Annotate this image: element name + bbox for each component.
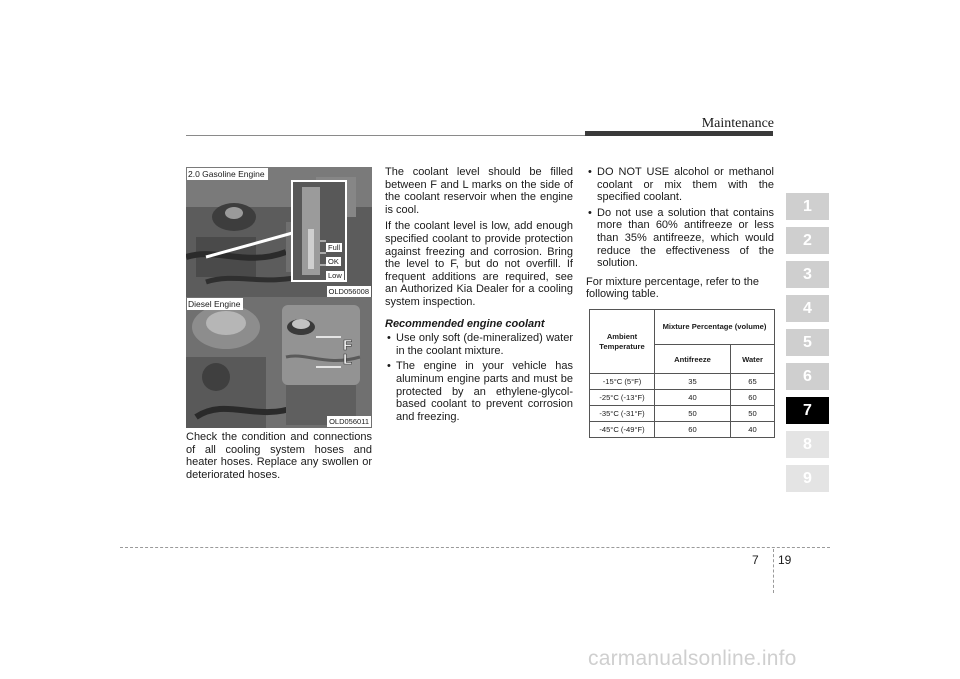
diesel-engine-photo	[186, 297, 372, 428]
chapter-tab-3[interactable]: 3	[786, 261, 829, 288]
antifreeze-header: Antifreeze	[655, 345, 731, 374]
chapter-tab-7[interactable]: 7	[786, 397, 829, 424]
chapter-tab-8[interactable]: 8	[786, 431, 829, 458]
bullet-text: Use only soft (de-mineralized) water in the coolant mixture.	[396, 332, 573, 357]
list-item: • DO NOT USE alcohol or methanol coolant or mix them with the specified coolant.	[588, 166, 774, 204]
temperature-cell: -35°C (-31°F)	[590, 406, 655, 422]
chapter-tab-4[interactable]: 4	[786, 295, 829, 322]
table-row	[590, 390, 775, 406]
column-2	[385, 166, 573, 426]
list-item: • The engine in your vehicle has aluminum engine parts and must be protected by an ethylene-glycol-based coolant to prevent corrosion and freezing.	[387, 360, 573, 423]
column-1	[186, 431, 372, 485]
recommended-coolant-heading: Recommended engine coolant	[385, 317, 545, 330]
coolant-mixture-table	[589, 309, 775, 438]
coolant-low-paragraph: If the coolant level is low, add enough specified coolant to provide protection against freezing and corrosion. Bring the level to F, but do not overfill. If frequent additions are required, see an Authorized Kia Dealer for a cooling system inspection.	[385, 220, 573, 308]
chapter-tabs	[786, 193, 829, 499]
mixture-reference-paragraph: For mixture percentage, refer to the following table.	[586, 275, 760, 301]
diesel-engine-label: Diesel Engine	[187, 298, 243, 310]
header-rule-accent	[585, 131, 773, 136]
bullet-text: DO NOT USE alcohol or methanol coolant or mix them with the specified coolant.	[597, 166, 774, 204]
table-row	[590, 422, 775, 438]
section-title: Maintenance	[701, 116, 774, 131]
coolant-f-mark: F	[343, 337, 353, 354]
coolant-ok-mark: OK	[328, 257, 339, 266]
chapter-tab-2[interactable]: 2	[786, 227, 829, 254]
chapter-tab-6[interactable]: 6	[786, 363, 829, 390]
coolant-l-mark: L	[343, 351, 353, 368]
mixture-percentage-header: Mixture Percentage (volume)	[655, 310, 775, 345]
antifreeze-cell: 35	[655, 374, 731, 390]
antifreeze-cell: 40	[655, 390, 731, 406]
water-header: Water	[731, 345, 775, 374]
hose-check-paragraph: Check the condition and connections of all cooling system hoses and heater hoses. Replace any swollen or deteriorated hoses.	[186, 431, 372, 481]
water-cell: 40	[731, 422, 775, 438]
chapter-tab-5[interactable]: 5	[786, 329, 829, 356]
temperature-cell: -25°C (-13°F)	[590, 390, 655, 406]
table-row	[590, 406, 775, 422]
list-item: • Do not use a solution that contains more than 60% antifreeze or less than 35% antifreeze, which would reduce the effectiveness of the solution.	[588, 206, 774, 270]
antifreeze-cell: 60	[655, 422, 731, 438]
water-cell: 60	[731, 390, 775, 406]
coolant-low-mark: Low	[328, 271, 342, 280]
column-3	[586, 166, 774, 305]
coolant-full-mark: Full	[328, 243, 341, 252]
temperature-cell: -15°C (5°F)	[590, 374, 655, 390]
table-row	[590, 374, 775, 390]
footer-rule	[120, 547, 830, 548]
water-cell: 50	[731, 406, 775, 422]
engine-bay-illustration	[186, 167, 372, 298]
gasoline-engine-label: 2.0 Gasoline Engine	[187, 168, 268, 180]
list-item: • Use only soft (de-mineralized) water in the coolant mixture.	[387, 332, 573, 357]
chapter-tab-1[interactable]: 1	[786, 193, 829, 220]
ambient-temperature-header: Ambient Temperature	[590, 310, 655, 374]
water-cell: 65	[731, 374, 775, 390]
temperature-cell: -45°C (-49°F)	[590, 422, 655, 438]
gasoline-figure-code: OLD056008	[328, 287, 369, 296]
chapter-tab-9[interactable]: 9	[786, 465, 829, 492]
diesel-figure-code: OLD056011	[329, 417, 369, 426]
bullet-text: The engine in your vehicle has aluminum engine parts and must be protected by an ethylene-glycol-based coolant to prevent corrosion and freezing.	[396, 360, 573, 423]
footer-divider	[773, 549, 774, 593]
page-chapter-number: 7	[752, 553, 759, 567]
page-number: 19	[778, 553, 792, 567]
gasoline-engine-photo	[186, 167, 372, 298]
coolant-level-paragraph: The coolant level should be filled between F and L marks on the side of the coolant reservoir when the engine is cool.	[385, 166, 573, 216]
antifreeze-cell: 50	[655, 406, 731, 422]
bullet-text: Do not use a solution that contains more than 60% antifreeze or less than 35% antifreeze, which would reduce the effectiveness of the solution.	[597, 206, 774, 270]
watermark: carmanualsonline.info	[588, 647, 797, 670]
